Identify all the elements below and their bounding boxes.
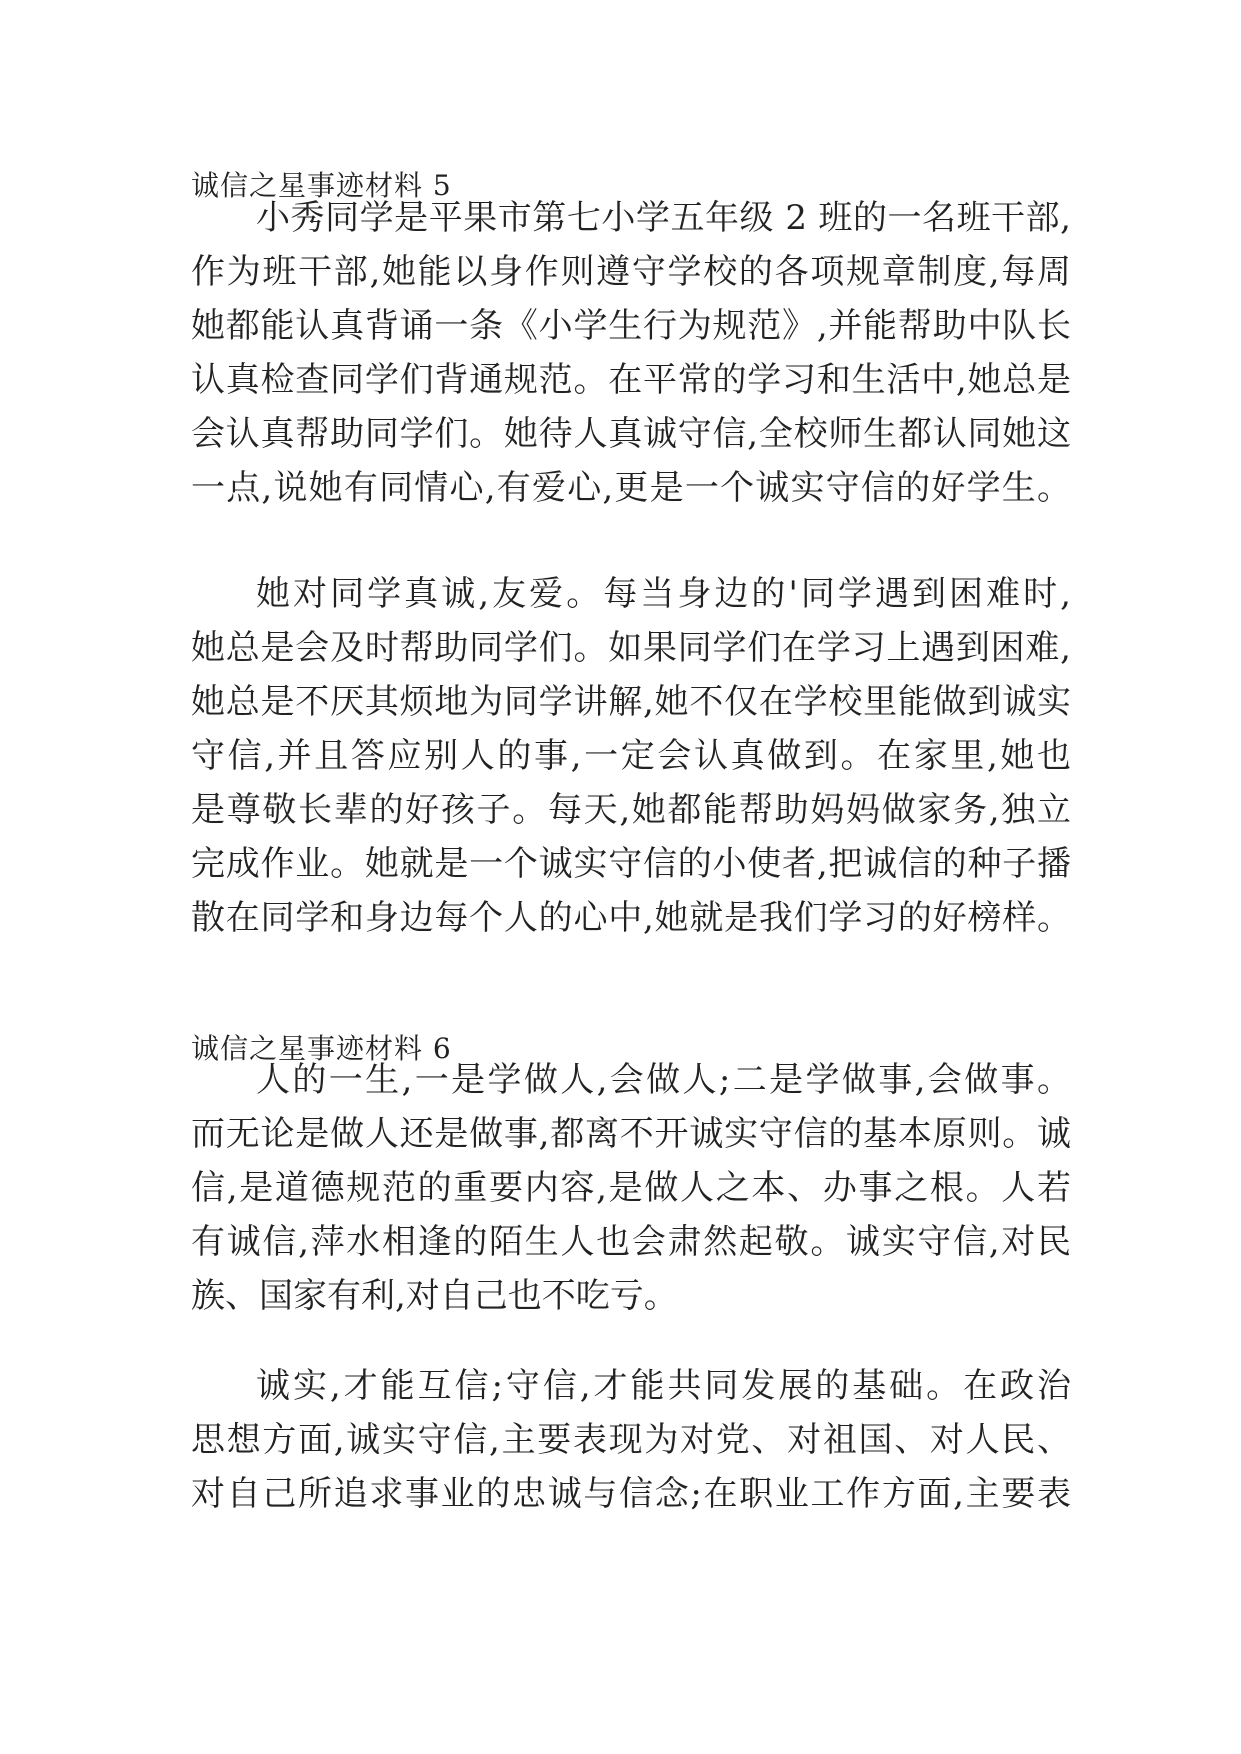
paragraph-line: 守信,并且答应别人的事,一定会认真做到。在家里,她也: [191, 736, 1071, 776]
paragraph-line: 信,是道德规范的重要内容,是做人之本、办事之根。人若: [191, 1168, 1071, 1208]
paragraph-line: 作为班干部,她能以身作则遵守学校的各项规章制度,每周: [191, 252, 1071, 292]
paragraph-line: 人的一生,一是学做人,会做人;二是学做事,会做事。: [256, 1060, 1071, 1100]
paragraph-line: 认真检查同学们背通规范。在平常的学习和生活中,她总是: [191, 360, 1071, 400]
paragraph-line: 一点,说她有同情心,有爱心,更是一个诚实守信的好学生。: [191, 468, 1071, 508]
paragraph-line: 她总是不厌其烦地为同学讲解,她不仅在学校里能做到诚实: [191, 682, 1071, 722]
paragraph-line: 族、国家有利,对自己也不吃亏。: [191, 1276, 678, 1316]
paragraph-line: 她对同学真诚,友爱。每当身边的'同学遇到困难时,: [256, 574, 1071, 614]
paragraph-line: 她都能认真背诵一条《小学生行为规范》,并能帮助中队长: [191, 306, 1071, 346]
section-title: 诚信之星事迹材料 6: [191, 1032, 452, 1065]
paragraph-line: 是尊敬长辈的好孩子。每天,她都能帮助妈妈做家务,独立: [191, 790, 1071, 830]
paragraph-line: 思想方面,诚实守信,主要表现为对党、对祖国、对人民、: [191, 1420, 1071, 1460]
paragraph-line: 小秀同学是平果市第七小学五年级 2 班的一名班干部,: [256, 198, 1071, 238]
paragraph-line: 完成作业。她就是一个诚实守信的小使者,把诚信的种子播: [191, 844, 1071, 884]
paragraph-line: 会认真帮助同学们。她待人真诚守信,全校师生都认同她这: [191, 414, 1071, 454]
section-title: 诚信之星事迹材料 5: [191, 169, 452, 202]
paragraph-line: 诚实,才能互信;守信,才能共同发展的基础。在政治: [256, 1366, 1071, 1406]
paragraph-line: 散在同学和身边每个人的心中,她就是我们学习的好榜样。: [191, 898, 1071, 938]
paragraph-line: 有诚信,萍水相逢的陌生人也会肃然起敬。诚实守信,对民: [191, 1222, 1071, 1262]
paragraph-line: 她总是会及时帮助同学们。如果同学们在学习上遇到困难,: [191, 628, 1071, 668]
paragraph-line: 而无论是做人还是做事,都离不开诚实守信的基本原则。诚: [191, 1114, 1071, 1154]
paragraph-line: 对自己所追求事业的忠诚与信念;在职业工作方面,主要表: [191, 1474, 1071, 1514]
